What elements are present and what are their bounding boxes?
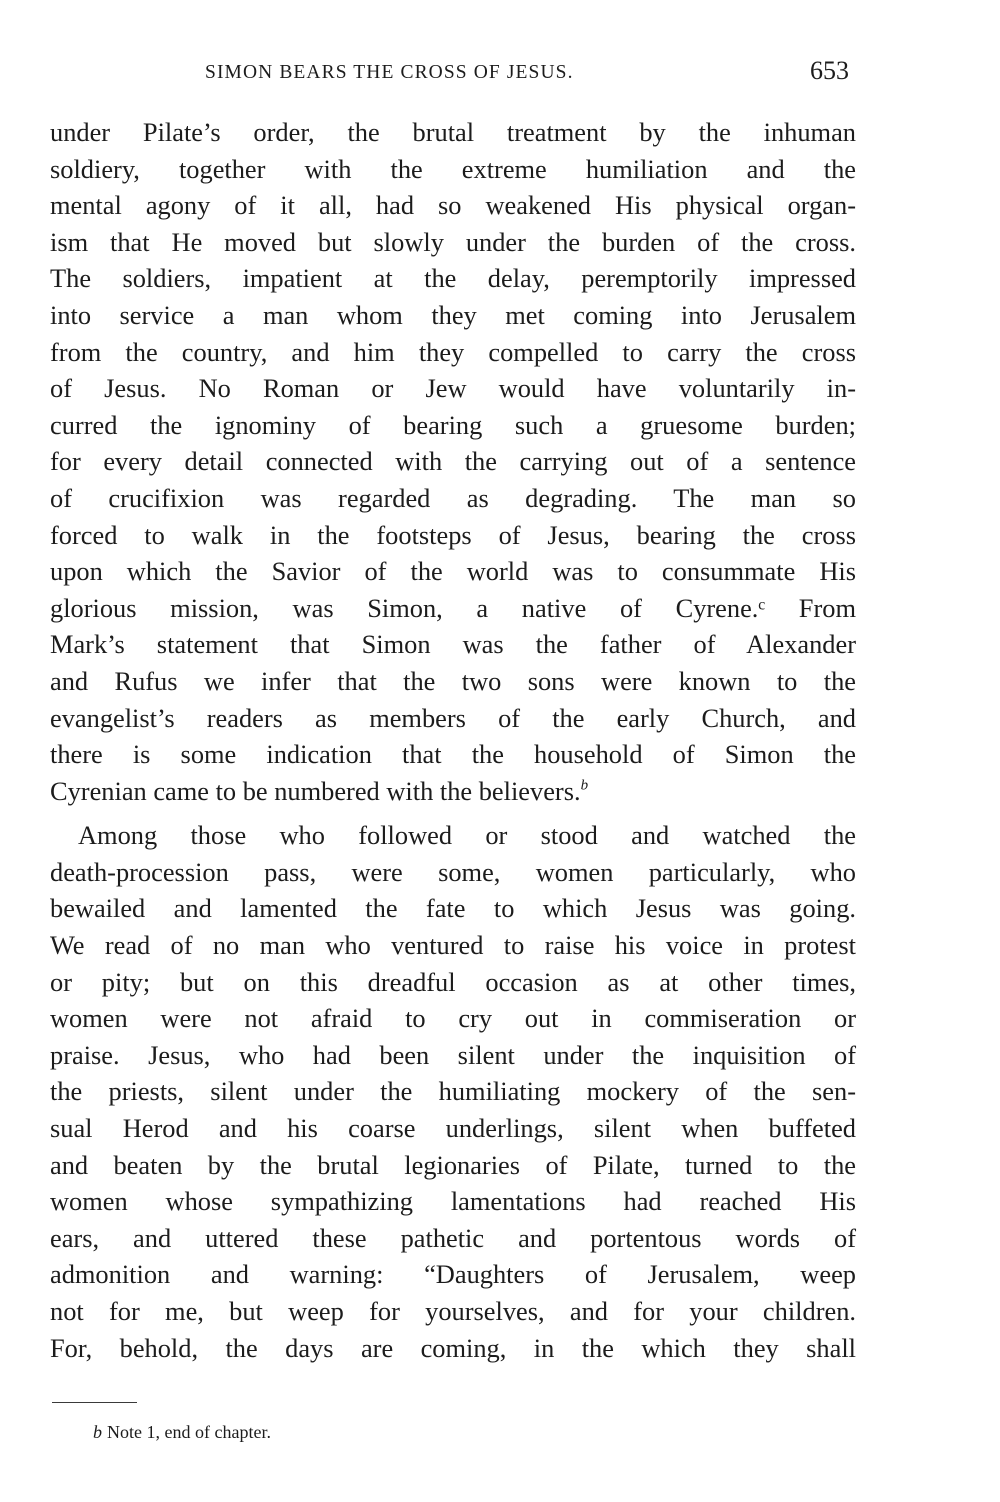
running-title: SIMON BEARS THE CROSS OF JESUS.	[205, 62, 574, 83]
text-line: not for me, but weep for yourselves, and for your children.	[50, 1296, 856, 1326]
text-line: or pity; but on this dreadful occasion as at other times,	[50, 966, 856, 997]
text-line: bewailed and lamented the fate to which Jesus was going.	[50, 893, 856, 924]
text-line: women were not afraid to cry out in commiseration or	[50, 1003, 856, 1034]
footnote-divider	[52, 1402, 137, 1403]
text-line: from the country, and him they compelled to carry the cross	[50, 336, 856, 367]
text-line-last	[50, 773, 856, 810]
text-line: sual Herod and his coarse underlings, silent when buffeted	[50, 1113, 856, 1144]
running-head	[0, 56, 1000, 92]
paragraph-gap	[50, 809, 856, 817]
text-line: Mark’s statement that Simon was the father of Alexander	[50, 629, 856, 660]
text-line: glorious mission, was Simon, a native of Cyrene.ᶜ From	[50, 592, 856, 623]
text-line: We read of no man who ventured to raise his voice in protest	[50, 930, 856, 961]
text-line: curred the ignominy of bearing such a gruesome burden;	[50, 409, 856, 440]
text-line: upon which the Savior of the world was to consummate His	[50, 556, 856, 587]
text-line-indented: Among those who followed or stood and watched the	[78, 820, 856, 851]
text-line: evangelist’s readers as members of the early Church, and	[50, 702, 856, 733]
text-line: soldiery, together with the extreme humiliation and the	[50, 153, 856, 184]
text-line: admonition and warning: “Daughters of Jerusalem, weep	[50, 1259, 856, 1290]
text-line: there is some indication that the household of Simon the	[50, 739, 856, 770]
text-line: death-procession pass, were some, women particularly, who	[50, 856, 856, 887]
text-line: and beaten by the brutal legionaries of Pilate, turned to the	[50, 1149, 856, 1180]
text-line: of crucifixion was regarded as degrading. The man so	[50, 482, 856, 513]
page-number: 653	[810, 56, 849, 85]
body-text	[50, 114, 856, 1366]
footnote-text: Note 1, end of chapter.	[107, 1422, 271, 1442]
paragraph-2	[50, 817, 856, 1366]
text-line: the priests, silent under the humiliating mockery of the sen-	[50, 1076, 856, 1107]
paragraph-1	[50, 114, 856, 809]
text-line: ism that He moved but slowly under the burden of the cross.	[50, 226, 856, 257]
text-line: praise. Jesus, who had been silent under the inquisition of	[50, 1039, 856, 1070]
text-line: women whose sympathizing lamentations had reached His	[50, 1186, 856, 1217]
text-line: mental agony of it all, had so weakened His physical organ-	[50, 190, 856, 221]
footnote-mark: b	[93, 1422, 102, 1442]
text-line: and Rufus we infer that the two sons were known to the	[50, 665, 856, 696]
text-line: into service a man whom they met coming into Jerusalem	[50, 299, 856, 330]
text-line: for every detail connected with the carrying out of a sentence	[50, 446, 856, 477]
text-line: ears, and uttered these pathetic and portentous words of	[50, 1222, 856, 1253]
text-line: under Pilate’s order, the brutal treatment by the inhuman	[50, 117, 856, 147]
footnote	[93, 1422, 271, 1443]
text-line: The soldiers, impatient at the delay, peremptorily impressed	[50, 263, 856, 294]
text-line: For, behold, the days are coming, in the which they shall	[50, 1332, 856, 1363]
text-line: forced to walk in the footsteps of Jesus, bearing the cross	[50, 519, 856, 550]
text-line-content: Cyrenian came to be numbered with the believers.	[50, 775, 581, 806]
text-line: of Jesus. No Roman or Jew would have voluntarily in-	[50, 373, 856, 404]
footnote-reference: b	[580, 777, 589, 794]
